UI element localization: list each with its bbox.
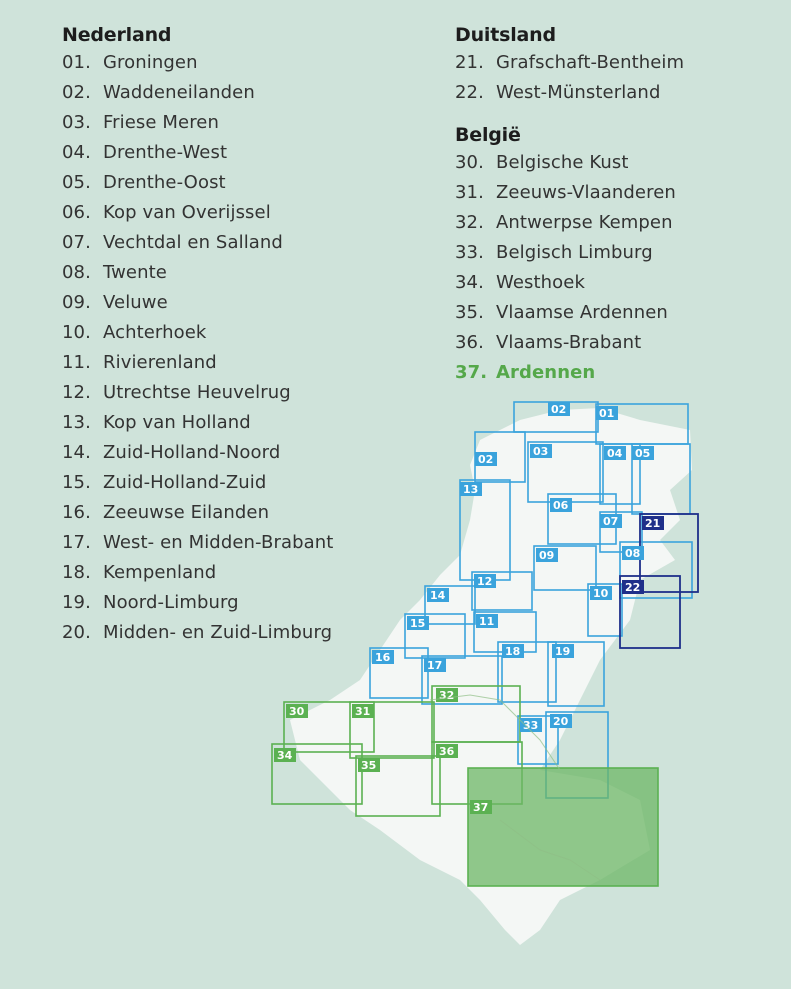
item-number: 07. bbox=[62, 232, 91, 253]
item-name: Drenthe-West bbox=[103, 142, 228, 163]
item-number: 10. bbox=[62, 322, 91, 343]
legend-nederland bbox=[62, 22, 333, 648]
list-item bbox=[62, 138, 333, 168]
item-number: 37. bbox=[455, 362, 488, 383]
item-name: Grafschaft-Bentheim bbox=[496, 52, 685, 73]
item-name: Waddeneilanden bbox=[103, 82, 255, 103]
list-item bbox=[455, 238, 684, 268]
item-number: 15. bbox=[62, 472, 91, 493]
list-item-highlighted bbox=[455, 358, 684, 388]
item-name: Belgisch Limburg bbox=[496, 242, 653, 263]
item-number: 30. bbox=[455, 152, 484, 173]
list-item bbox=[62, 588, 333, 618]
map-label-34: 34 bbox=[277, 749, 293, 762]
section-heading-duitsland: Duitsland bbox=[455, 24, 556, 46]
list-item bbox=[455, 148, 684, 178]
item-number: 17. bbox=[62, 532, 91, 553]
map-label-22: 22 bbox=[625, 581, 641, 594]
list-item bbox=[62, 528, 333, 558]
item-name: Utrechtse Heuvelrug bbox=[103, 382, 291, 403]
map-label-10: 10 bbox=[593, 587, 609, 600]
item-name: Kempenland bbox=[103, 562, 217, 583]
item-name: Westhoek bbox=[496, 272, 585, 293]
item-number: 35. bbox=[455, 302, 484, 323]
item-name: Midden- en Zuid-Limburg bbox=[103, 622, 333, 643]
map-label-02b: 02 bbox=[478, 453, 494, 466]
map-label-13: 13 bbox=[463, 483, 479, 496]
item-number: 34. bbox=[455, 272, 484, 293]
section-heading-nederland: Nederland bbox=[62, 24, 172, 46]
item-name: Vlaams-Brabant bbox=[496, 332, 642, 353]
item-number: 12. bbox=[62, 382, 91, 403]
map-label-11: 11 bbox=[479, 615, 495, 628]
item-name: Zeeuws-Vlaanderen bbox=[496, 182, 676, 203]
item-number: 13. bbox=[62, 412, 91, 433]
item-name: Rivierenland bbox=[103, 352, 217, 373]
list-item bbox=[455, 328, 684, 358]
list-belgie bbox=[455, 148, 684, 388]
map-label-02: 02 bbox=[551, 403, 567, 416]
map-label-03: 03 bbox=[533, 445, 549, 458]
list-item bbox=[62, 48, 333, 78]
list-item bbox=[62, 78, 333, 108]
list-item bbox=[455, 268, 684, 298]
item-number: 09. bbox=[62, 292, 91, 313]
map-label-33: 33 bbox=[523, 719, 539, 732]
map-label-36: 36 bbox=[439, 745, 455, 758]
item-number: 19. bbox=[62, 592, 91, 613]
map-label-17: 17 bbox=[427, 659, 443, 672]
item-name: Zeeuwse Eilanden bbox=[103, 502, 270, 523]
map-label-12: 12 bbox=[477, 575, 493, 588]
item-number: 20. bbox=[62, 622, 91, 643]
item-name: Kop van Holland bbox=[103, 412, 251, 433]
map-tile-37[interactable] bbox=[468, 768, 658, 886]
item-number: 16. bbox=[62, 502, 91, 523]
map-label-35: 35 bbox=[361, 759, 377, 772]
map-label-04: 04 bbox=[607, 447, 623, 460]
map-label-01: 01 bbox=[599, 407, 615, 420]
item-name: Kop van Overijssel bbox=[103, 202, 271, 223]
list-item bbox=[62, 438, 333, 468]
item-name: Antwerpse Kempen bbox=[496, 212, 673, 233]
item-number: 18. bbox=[62, 562, 91, 583]
list-duitsland bbox=[455, 48, 684, 108]
item-number: 32. bbox=[455, 212, 484, 233]
map-label-09: 09 bbox=[539, 549, 555, 562]
list-item bbox=[62, 348, 333, 378]
item-name: Vlaamse Ardennen bbox=[496, 302, 668, 323]
section-heading-belgie: België bbox=[455, 124, 521, 146]
item-name: Groningen bbox=[103, 52, 198, 73]
list-item bbox=[62, 288, 333, 318]
list-item bbox=[62, 378, 333, 408]
map-label-14: 14 bbox=[430, 589, 446, 602]
item-number: 02. bbox=[62, 82, 91, 103]
list-item bbox=[455, 208, 684, 238]
item-name: Achterhoek bbox=[103, 322, 207, 343]
item-number: 22. bbox=[455, 82, 484, 103]
map-label-30: 30 bbox=[289, 705, 305, 718]
item-number: 31. bbox=[455, 182, 484, 203]
map-label-20: 20 bbox=[553, 715, 569, 728]
map-label-15: 15 bbox=[410, 617, 426, 630]
item-name: Vechtdal en Salland bbox=[103, 232, 283, 253]
list-item bbox=[62, 498, 333, 528]
list-item bbox=[62, 198, 333, 228]
item-number: 06. bbox=[62, 202, 91, 223]
list-item bbox=[62, 468, 333, 498]
list-item bbox=[455, 48, 684, 78]
map-label-16: 16 bbox=[375, 651, 391, 664]
list-item bbox=[62, 318, 333, 348]
list-item bbox=[455, 178, 684, 208]
list-item bbox=[62, 408, 333, 438]
map-label-31: 31 bbox=[355, 705, 371, 718]
item-name: Zuid-Holland-Zuid bbox=[103, 472, 267, 493]
item-number: 33. bbox=[455, 242, 484, 263]
list-item bbox=[62, 168, 333, 198]
item-number: 03. bbox=[62, 112, 91, 133]
list-item bbox=[455, 298, 684, 328]
item-name: Friese Meren bbox=[103, 112, 219, 133]
item-name: West-Münsterland bbox=[496, 82, 661, 103]
list-item bbox=[455, 78, 684, 108]
list-item bbox=[62, 618, 333, 648]
section-gap bbox=[455, 108, 684, 122]
item-name: Noord-Limburg bbox=[103, 592, 239, 613]
item-name: Twente bbox=[103, 262, 167, 283]
map-label-32: 32 bbox=[439, 689, 455, 702]
map-label-18: 18 bbox=[505, 645, 521, 658]
item-number: 11. bbox=[62, 352, 91, 373]
map-label-08: 08 bbox=[625, 547, 641, 560]
item-name: Zuid-Holland-Noord bbox=[103, 442, 281, 463]
map-label-19: 19 bbox=[555, 645, 571, 658]
list-item bbox=[62, 228, 333, 258]
item-number: 05. bbox=[62, 172, 91, 193]
map-label-07: 07 bbox=[603, 515, 619, 528]
item-number: 04. bbox=[62, 142, 91, 163]
item-name: Veluwe bbox=[103, 292, 168, 313]
item-number: 14. bbox=[62, 442, 91, 463]
item-name: Drenthe-Oost bbox=[103, 172, 226, 193]
map-label-37: 37 bbox=[473, 801, 489, 814]
item-number: 21. bbox=[455, 52, 484, 73]
map-label-21: 21 bbox=[645, 517, 661, 530]
map-label-06: 06 bbox=[553, 499, 569, 512]
list-item bbox=[62, 108, 333, 138]
map-label-05: 05 bbox=[635, 447, 651, 460]
item-number: 01. bbox=[62, 52, 91, 73]
list-item bbox=[62, 258, 333, 288]
item-name: Ardennen bbox=[496, 362, 596, 383]
item-number: 08. bbox=[62, 262, 91, 283]
list-nederland bbox=[62, 48, 333, 648]
item-name: West- en Midden-Brabant bbox=[103, 532, 334, 553]
legend-right bbox=[455, 22, 684, 388]
item-name: Belgische Kust bbox=[496, 152, 629, 173]
list-item bbox=[62, 558, 333, 588]
item-number: 36. bbox=[455, 332, 484, 353]
